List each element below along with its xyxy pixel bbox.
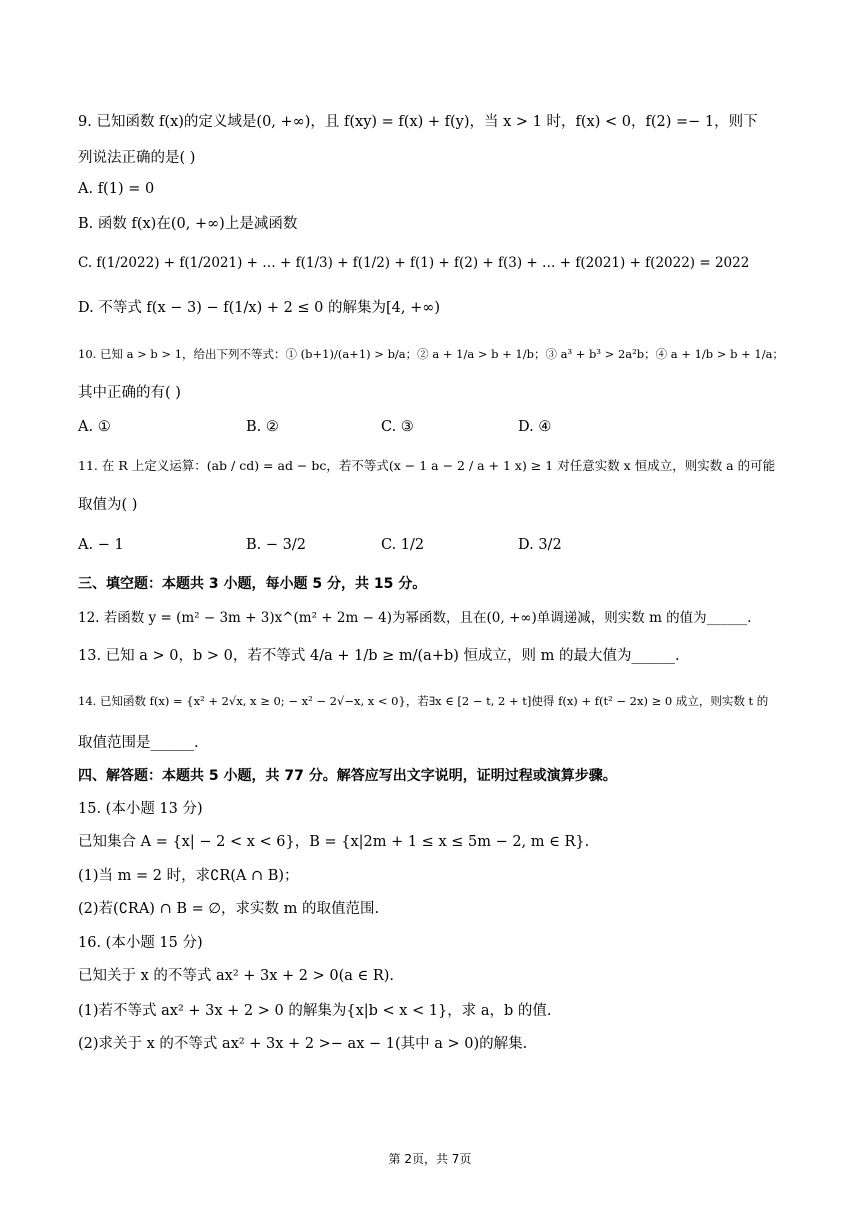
- q16-part1: (1)若不等式 ax² + 3x + 2 > 0 的解集为{x|b < x < 1}，求 a，b 的值.: [78, 1003, 552, 1019]
- q9-stem-line2: 列说法正确的是( ): [78, 150, 196, 166]
- q11-option-a: A. − 1: [78, 537, 124, 553]
- q10-option-b: B. ②: [246, 419, 279, 435]
- q9-stem-line1: 9. 已知函数 f(x)的定义域是(0, +∞)，且 f(xy) = f(x) + f(y)，当 x > 1 时，f(x) < 0，f(2) =− 1，则下: [78, 114, 758, 130]
- q9-option-d: D. 不等式 f(x − 3) − f(1/x) + 2 ≤ 0 的解集为[4, +∞): [78, 300, 441, 316]
- q10-stem-line2: 其中正确的有( ): [78, 385, 181, 401]
- q13-stem: 13. 已知 a > 0，b > 0，若不等式 4/a + 1/b ≥ m/(a+b) 恒成立，则 m 的最大值为______.: [78, 648, 680, 664]
- q15-part2: (2)若(∁RA) ∩ B = ∅，求实数 m 的取值范围.: [78, 901, 380, 917]
- q15-part1: (1)当 m = 2 时，求∁R(A ∩ B)；: [78, 868, 299, 884]
- q11-option-c: C. 1/2: [381, 537, 425, 553]
- page-footer: 第 2页，共 7页: [388, 1152, 472, 1166]
- q11-option-b: B. − 3/2: [246, 537, 306, 553]
- q9-option-a: A. f(1) = 0: [78, 181, 155, 197]
- q15-title: 15. (本小题 13 分): [78, 801, 203, 817]
- q10-option-d: D. ④: [518, 419, 552, 435]
- section-fill-in-heading: 三、填空题：本题共 3 小题，每小题 5 分，共 15 分。: [78, 576, 427, 592]
- q10-option-c: C. ③: [381, 419, 414, 435]
- q16-title: 16. (本小题 15 分): [78, 935, 203, 951]
- q9-option-c: C. f(1/2022) + f(1/2021) + … + f(1/3) + f(1/2) + f(1) + f(2) + f(3) + … + f(2021) + f(2022) = 2022: [78, 255, 750, 271]
- section-solution-heading: 四、解答题：本题共 5 小题，共 77 分。解答应写出文字说明，证明过程或演算步骤。: [78, 768, 617, 784]
- q12-stem: 12. 若函数 y = (m² − 3m + 3)x^(m² + 2m − 4)为幂函数，且在(0, +∞)单调递减，则实数 m 的值为______.: [78, 610, 752, 626]
- q10-option-a: A. ①: [78, 419, 111, 435]
- q14-stem-line1: 14. 已知函数 f(x) = {x² + 2√x, x ≥ 0; − x² − 2√−x, x < 0}，若∃x ∈ [2 − t, 2 + t]使得 f(x) + f(t² − 2x) ≥ 0 成立，则实数 t 的: [78, 694, 769, 708]
- q11-option-d: D. 3/2: [518, 537, 562, 553]
- q16-stem: 已知关于 x 的不等式 ax² + 3x + 2 > 0(a ∈ R).: [78, 968, 395, 984]
- q9-option-b: B. 函数 f(x)在(0, +∞)上是减函数: [78, 216, 298, 232]
- q14-stem-line2: 取值范围是______.: [78, 735, 199, 751]
- q11-stem-line1: 11. 在 R 上定义运算：(ab / cd) = ad − bc，若不等式(x − 1 a − 2 / a + 1 x) ≥ 1 对任意实数 x 恒成立，则实数 a 的可能: [78, 458, 776, 473]
- q15-stem: 已知集合 A = {x| − 2 < x < 6}，B = {x|2m + 1 ≤ x ≤ 5m − 2, m ∈ R}.: [78, 834, 590, 850]
- q10-stem-line1: 10. 已知 a > b > 1，给出下列不等式：① (b+1)/(a+1) > b/a；② a + 1/a > b + 1/b；③ a³ + b³ > 2a²b；④ a + 1/b > b + 1/a；: [78, 347, 784, 361]
- q16-part2: (2)求关于 x 的不等式 ax² + 3x + 2 >− ax − 1(其中 a > 0)的解集.: [78, 1036, 528, 1052]
- q11-stem-line2: 取值为( ): [78, 497, 138, 513]
